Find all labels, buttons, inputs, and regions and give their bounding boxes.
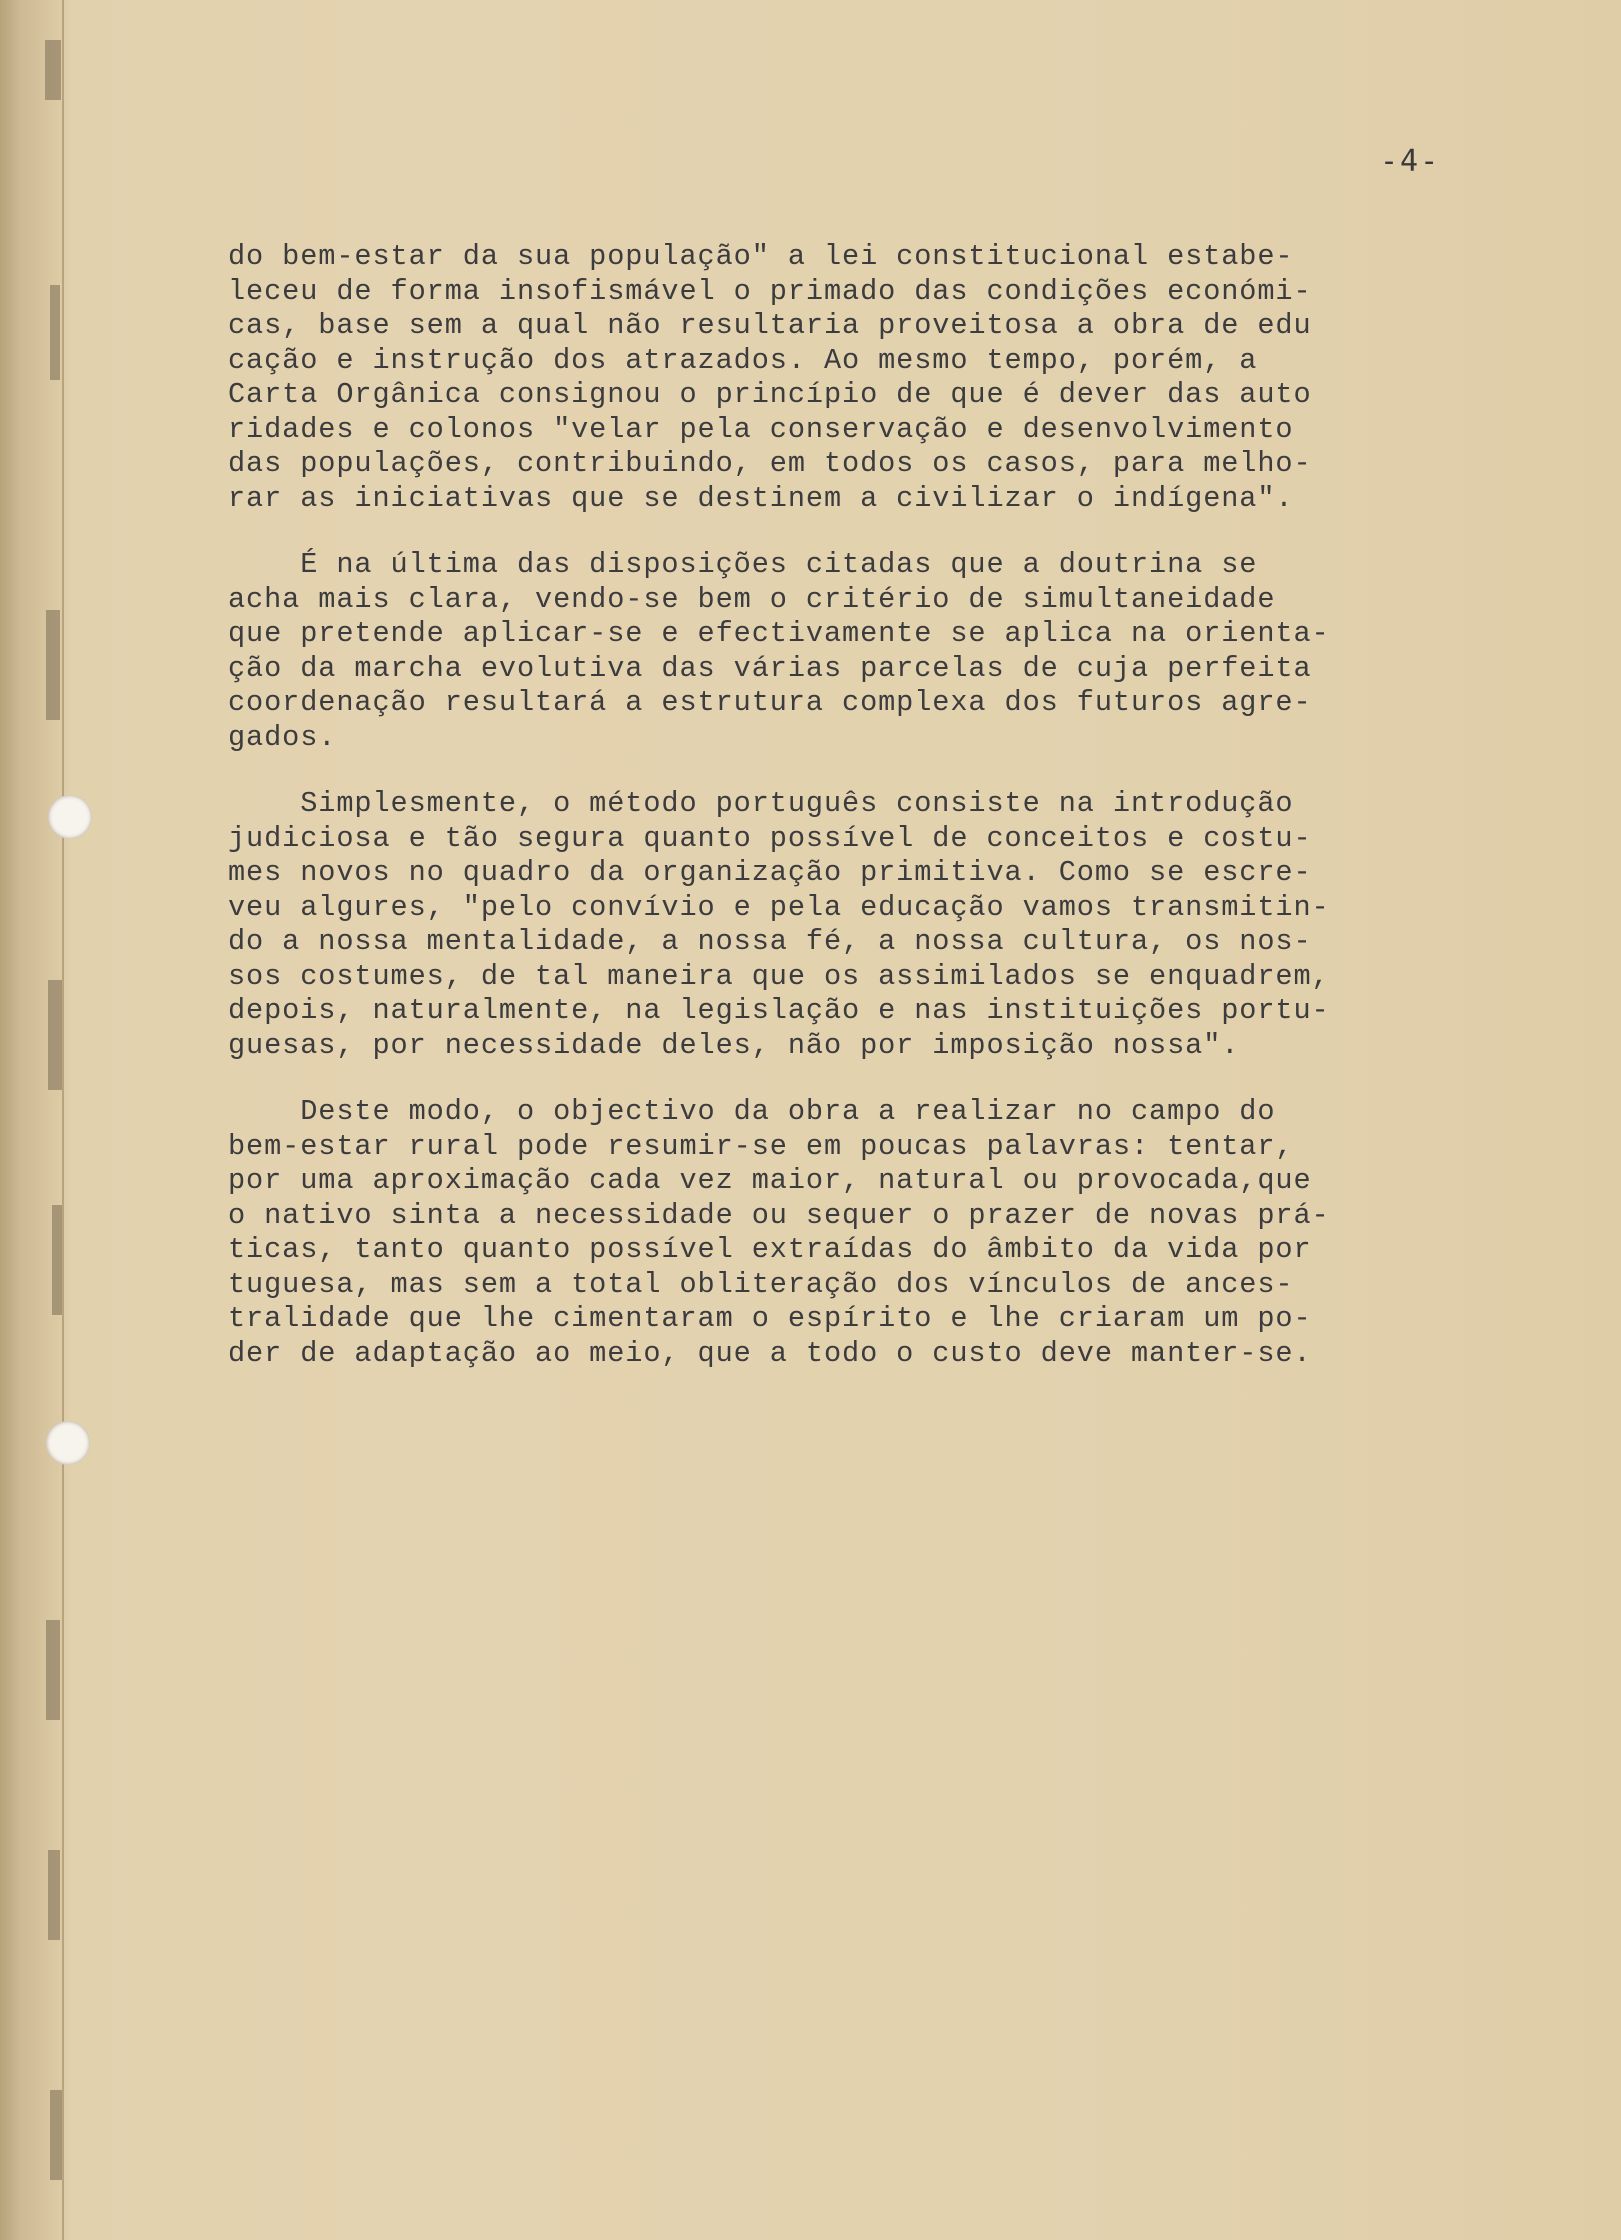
edge-mark <box>45 40 61 100</box>
text-line: judiciosa e tão segura quanto possível de conceitos e costu- <box>228 821 1312 855</box>
paragraph-3 <box>228 787 1448 1063</box>
text-line: ticas, tanto quanto possível extraídas do âmbito da vida por <box>228 1233 1312 1266</box>
text-line: ção da marcha evolutiva das várias parcelas de cuja perfeita <box>228 651 1312 685</box>
paragraph-1 <box>228 240 1448 516</box>
text-line: der de adaptação ao meio, que a todo o custo deve manter-se. <box>228 1336 1312 1370</box>
edge-mark <box>46 1620 60 1720</box>
text-line: das populações, contribuindo, em todos os casos, para melho- <box>228 447 1312 480</box>
edge-mark <box>48 980 62 1090</box>
binding-line <box>62 0 64 2240</box>
text-line: veu algures, "pelo convívio e pela educação vamos transmitin- <box>228 890 1330 924</box>
text-line: Carta Orgânica consignou o princípio de que é dever das auto <box>228 378 1312 411</box>
text-line: sos costumes, de tal maneira que os assimilados se enquadrem, <box>228 959 1330 993</box>
text-line: por uma aproximação cada vez maior, natural ou provocada,que <box>228 1164 1312 1197</box>
text-line: gados. <box>228 720 337 754</box>
punch-hole-top <box>48 795 92 839</box>
edge-mark <box>46 610 60 720</box>
text-line: guesas, por necessidade deles, não por imposição nossa". <box>228 1028 1240 1062</box>
edge-mark <box>52 1205 62 1315</box>
text-line: cas, base sem a qual não resultaria proveitosa a obra de edu <box>228 309 1312 342</box>
text-line: rar as iniciativas que se destinem a civilizar o indígena". <box>228 481 1294 515</box>
edge-mark <box>50 285 60 380</box>
text-line: depois, naturalmente, na legislação e nas instituições portu- <box>228 994 1330 1027</box>
text-line: do bem-estar da sua população" a lei constitucional estabe- <box>228 240 1294 273</box>
text-line: bem-estar rural pode resumir-se em poucas palavras: tentar, <box>228 1129 1294 1163</box>
edge-mark <box>48 1850 60 1940</box>
text-line: Simplesmente, o método português consiste na introdução <box>228 787 1294 820</box>
text-line: coordenação resultará a estrutura complexa dos futuros agre- <box>228 686 1312 719</box>
text-line: tralidade que lhe cimentaram o espírito e lhe criaram um po- <box>228 1302 1312 1335</box>
punch-hole-bottom <box>46 1421 90 1465</box>
text-line: o nativo sinta a necessidade ou sequer o prazer de novas prá- <box>228 1198 1330 1232</box>
text-line: Deste modo, o objectivo da obra a realizar no campo do <box>228 1095 1276 1128</box>
text-line: cação e instrução dos atrazados. Ao mesmo tempo, porém, a <box>228 343 1258 377</box>
text-line: do a nossa mentalidade, a nossa fé, a nossa cultura, os nos- <box>228 925 1312 958</box>
page-number: -4- <box>1380 144 1441 179</box>
text-line: tuguesa, mas sem a total obliteração dos vínculos de ances- <box>228 1267 1294 1301</box>
text-line: acha mais clara, vendo-se bem o critério de simultaneidade <box>228 582 1276 616</box>
text-line: mes novos no quadro da organização primitiva. Como se escre- <box>228 856 1312 889</box>
text-line: leceu de forma insofismável o primado das condições económi- <box>228 274 1312 308</box>
paragraph-2 <box>228 548 1448 755</box>
text-line: ridades e colonos "velar pela conservação e desenvolvimento <box>228 412 1294 446</box>
body-text <box>228 240 1448 1403</box>
text-line: É na última das disposições citadas que a doutrina se <box>228 548 1258 581</box>
text-line: que pretende aplicar-se e efectivamente se aplica na orienta- <box>228 617 1330 650</box>
edge-mark <box>50 2090 62 2180</box>
paragraph-4 <box>228 1095 1448 1371</box>
